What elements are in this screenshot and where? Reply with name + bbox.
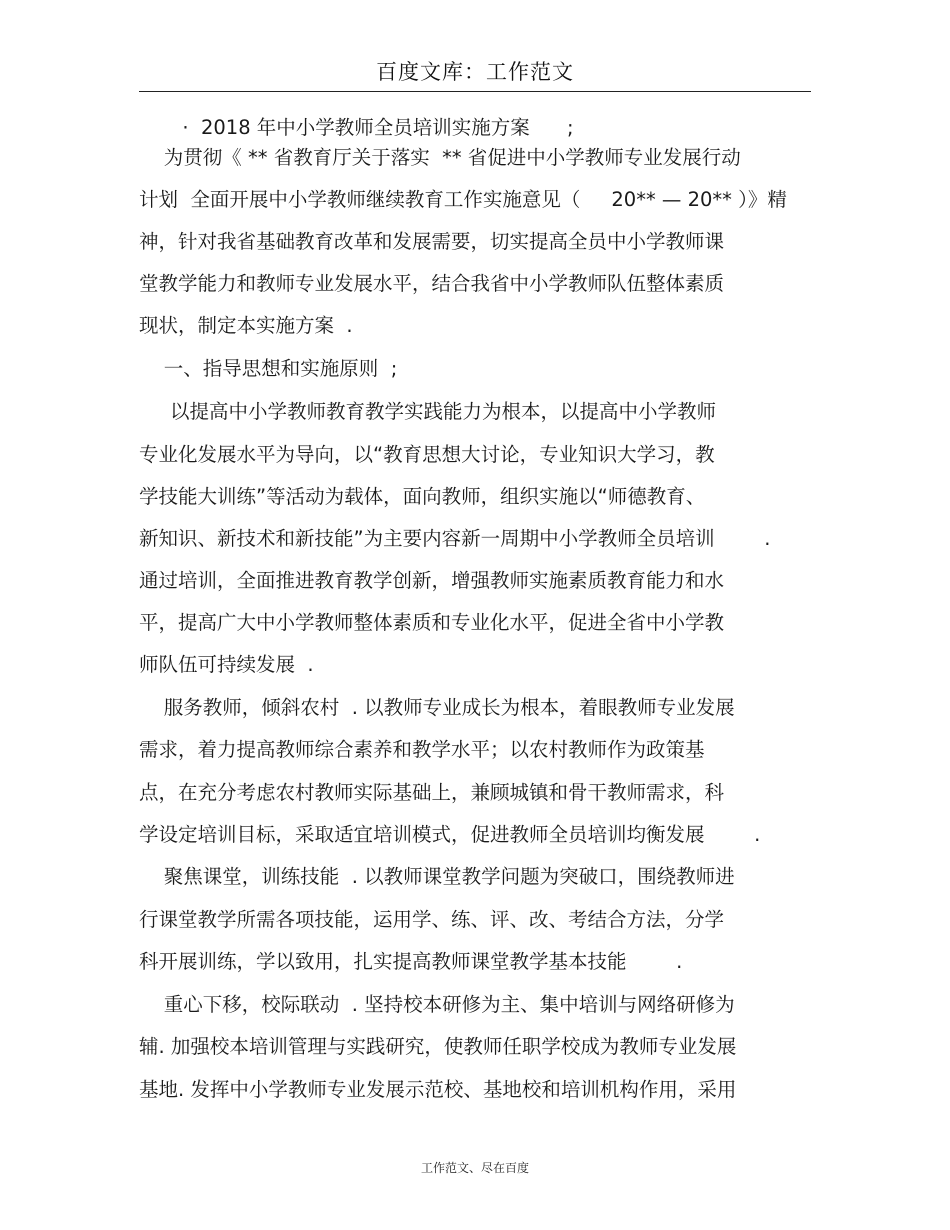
paragraph-line: 科开展训练，学以致用，扎实提高教师课堂教学基本技能 . — [139, 950, 683, 973]
paragraph-line: 学设定培训目标，采取适宜培训模式，促进教师全员培训均衡发展 . — [139, 823, 761, 846]
paragraph-line: 为贯彻《 ** 省教育厅关于落实 ** 省促进中小学教师专业发展行动 — [139, 146, 741, 169]
paragraph-line: 需求，着力提高教师综合素养和教学水平；以农村教师作为政策基 — [139, 738, 705, 761]
paragraph-line: 专业化发展水平为导向，以“教育思想大讨论，专业知识大学习，教 — [139, 443, 715, 466]
header-divider — [139, 91, 811, 92]
paragraph-line: 行课堂教学所需各项技能，运用学、练、评、改、考结合方法，分学 — [139, 908, 725, 931]
paragraph-line: 计划 全面开展中小学教师继续教育工作实施意见（ 20** — 20** ）》精 — [139, 188, 787, 211]
paragraph-line: 师队伍可持续发展 . — [139, 653, 314, 676]
paragraph-line: 堂教学能力和教师专业发展水平，结合我省中小学教师队伍整体素质 — [139, 272, 725, 295]
paragraph-line: 服务教师，倾斜农村 . 以教师专业成长为根本，着眼教师专业发展 — [139, 696, 735, 719]
paragraph-line: 辅. 加强校本培训管理与实践研究，使教师任职学校成为教师专业发展 — [139, 1035, 737, 1058]
paragraph-line: 通过培训，全面推进教育教学创新，增强教师实施素质教育能力和水 — [139, 569, 725, 592]
paragraph-line: 神，针对我省基础教育改革和发展需要，切实提高全员中小学教师课 — [139, 230, 725, 253]
paragraph-line: 重心下移，校际联动 . 坚持校本研修为主、集中培训与网络研修为 — [139, 993, 735, 1016]
doc-title: · 2018 年中小学教师全员培训实施方案 ; — [139, 116, 574, 139]
section-heading: 一、指导思想和实施原则 ; — [139, 357, 398, 380]
paragraph-line: 聚焦课堂，训练技能 . 以教师课堂教学问题为突破口，围绕教师进 — [139, 865, 735, 888]
paragraph-line: 基地. 发挥中小学教师专业发展示范校、基地校和培训机构作用，采用 — [139, 1078, 737, 1101]
paragraph-line: 新知识、新技术和新技能”为主要内容新一周期中小学教师全员培训 . — [139, 527, 771, 550]
paragraph-line: 现状，制定本实施方案 . — [139, 314, 353, 337]
page-header-title: 百度文库：工作范文 — [376, 60, 574, 84]
paragraph-line: 以提高中小学教师教育教学实践能力为根本，以提高中小学教师 — [139, 400, 716, 423]
page-footer-text: 工作范文、尽在百度 — [420, 1161, 529, 1175]
paragraph-line: 学技能大训练”等活动为载体，面向教师，组织实施以“师德教育、 — [139, 485, 706, 508]
paragraph-line: 平，提高广大中小学教师整体素质和专业化水平，促进全省中小学教 — [139, 611, 725, 634]
paragraph-line: 点，在充分考虑农村教师实际基础上，兼顾城镇和骨干教师需求，科 — [139, 781, 725, 804]
